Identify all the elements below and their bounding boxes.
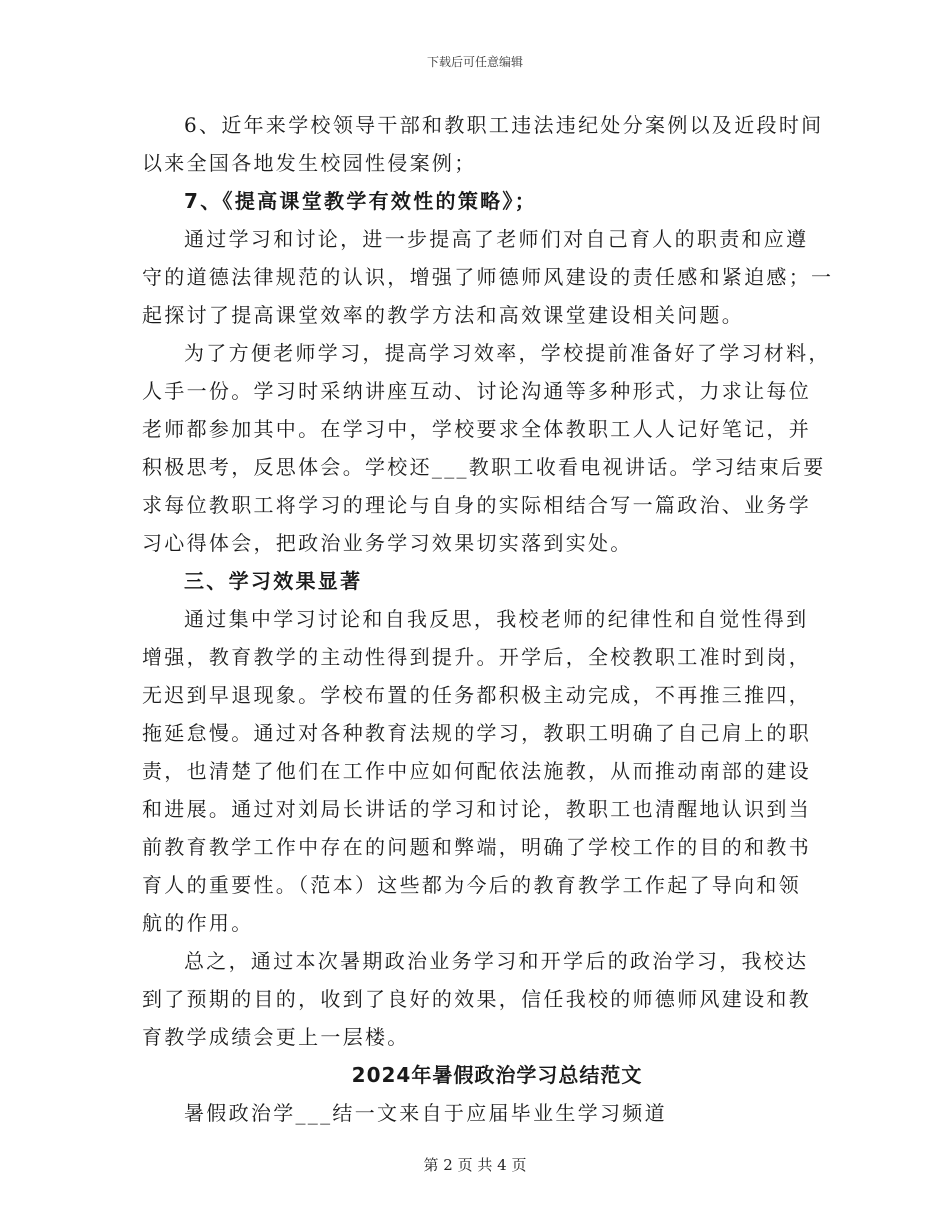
paragraph-line: 育人的重要性。（范本）这些都为今后的教育教学工作起了导向和领 bbox=[142, 873, 801, 897]
paragraph-line: 以来全国各地发生校园性侵案例； bbox=[142, 151, 477, 175]
page-header: 下载后可任意编辑 bbox=[426, 55, 523, 69]
paragraph-line: 6、近年来学校领导干部和教职工违法违纪处分案例以及近段时间 bbox=[184, 113, 824, 137]
paragraph-line: 为了方便老师学习，提高学习效率，学校提前准备好了学习材料， bbox=[184, 341, 831, 365]
paragraph-line: 守的道德法律规范的认识，增强了师德师风建设的责任感和紧迫感；一 bbox=[142, 265, 834, 289]
paragraph-line: 通过集中学习讨论和自我反思，我校老师的纪律性和自觉性得到 bbox=[184, 607, 809, 631]
paragraph-line: 到了预期的目的，收到了良好的效果，信任我校的师德师风建设和教 bbox=[142, 987, 811, 1011]
page-number: 第 2 页 共 4 页 bbox=[423, 1156, 527, 1174]
document-body bbox=[142, 106, 834, 1132]
paragraph-line: 前教育教学工作中存在的问题和弊端，明确了学校工作的目的和教书 bbox=[142, 835, 811, 859]
paragraph-line: 无迟到早退现象。学校布置的任务都积极主动完成，不再推三推四， bbox=[142, 683, 811, 707]
paragraph-line: 习心得体会，把政治业务学习效果切实落到实处。 bbox=[142, 531, 633, 555]
paragraph-line: 求每位教职工将学习的理论与自身的实际相结合写一篇政治、业务学 bbox=[142, 493, 811, 517]
document-title: 2024年暑假政治学习总结范文 bbox=[351, 1063, 643, 1087]
paragraph-line: 航的作用。 bbox=[142, 911, 254, 935]
paragraph-line: 老师都参加其中。在学习中，学校要求全体教职工人人记好笔记，并 bbox=[142, 417, 811, 441]
paragraph-line: 暑假政治学___结一文来自于应届毕业生学习频道 bbox=[184, 1101, 667, 1125]
paragraph-line: 通过学习和讨论，进一步提高了老师们对自己育人的职责和应遵 bbox=[184, 227, 809, 251]
paragraph-line: 起探讨了提高课堂效率的教学方法和高效课堂建设相关问题。 bbox=[142, 303, 745, 327]
paragraph-line: 人手一份。学习时采纳讲座互动、讨论沟通等多种形式，力求让每位 bbox=[142, 379, 811, 403]
paragraph-line: 积极思考，反思体会。学校还___教职工收看电视讲话。学习结束后要 bbox=[142, 455, 826, 479]
list-item-heading: 7、《提高课堂教学有效性的策略》； bbox=[184, 189, 538, 213]
paragraph-line: 总之，通过本次暑期政治业务学习和开学后的政治学习，我校达 bbox=[184, 949, 809, 973]
paragraph-line: 责，也清楚了他们在工作中应如何配依法施教，从而推动南部的建设 bbox=[142, 759, 811, 783]
section-heading: 三、学习效果显著 bbox=[184, 569, 363, 593]
paragraph-line: 拖延怠慢。通过对各种教育法规的学习，教职工明确了自己肩上的职 bbox=[142, 721, 811, 745]
paragraph-line: 增强，教育教学的主动性得到提升。开学后，全校教职工准时到岗， bbox=[142, 645, 811, 669]
paragraph-line: 育教学成绩会更上一层楼。 bbox=[142, 1025, 410, 1049]
paragraph-line: 和进展。通过对刘局长讲话的学习和讨论，教职工也清醒地认识到当 bbox=[142, 797, 811, 821]
